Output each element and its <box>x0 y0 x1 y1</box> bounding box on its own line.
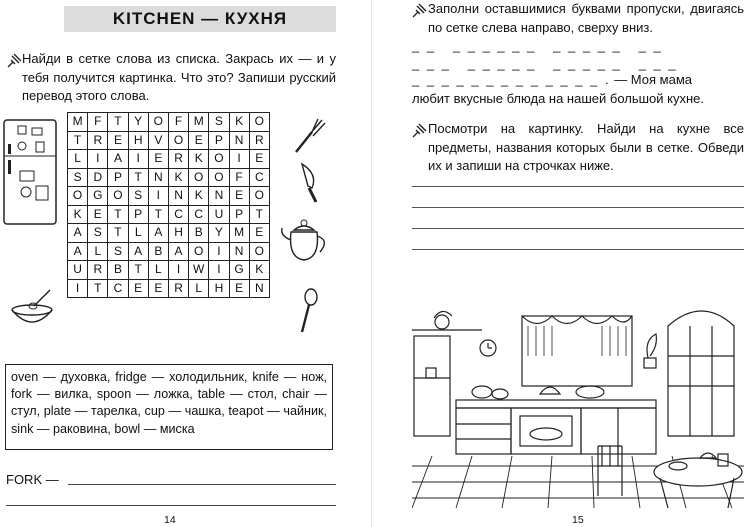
grid-cell[interactable]: M <box>189 113 209 132</box>
bowl-illustration <box>8 288 58 332</box>
grid-cell[interactable]: R <box>168 150 188 169</box>
grid-cell[interactable]: A <box>68 242 88 261</box>
grid-cell[interactable]: O <box>148 113 168 132</box>
grid-cell[interactable]: O <box>108 187 128 206</box>
grid-row <box>68 187 270 206</box>
answer-line[interactable] <box>6 505 336 506</box>
grid-cell[interactable]: N <box>229 242 249 261</box>
grid-cell[interactable]: B <box>108 261 128 280</box>
grid-cell[interactable]: I <box>68 279 88 298</box>
grid-cell[interactable]: H <box>168 224 188 243</box>
grid-cell[interactable]: H <box>128 131 148 150</box>
grid-row <box>68 205 270 224</box>
grid-cell[interactable]: M <box>229 224 249 243</box>
grid-cell[interactable]: N <box>168 187 188 206</box>
grid-cell[interactable]: U <box>68 261 88 280</box>
grid-cell[interactable]: O <box>209 150 229 169</box>
grid-cell[interactable]: C <box>249 168 269 187</box>
grid-cell[interactable]: T <box>249 205 269 224</box>
grid-cell[interactable]: E <box>249 150 269 169</box>
grid-cell[interactable]: E <box>108 131 128 150</box>
grid-cell[interactable]: G <box>229 261 249 280</box>
grid-cell[interactable]: I <box>128 150 148 169</box>
grid-cell[interactable]: R <box>168 279 188 298</box>
grid-cell[interactable]: E <box>229 187 249 206</box>
grid-row <box>68 113 270 132</box>
grid-cell[interactable]: N <box>209 187 229 206</box>
grid-cell[interactable]: E <box>249 224 269 243</box>
vocabulary-box: oven — духовка, fridge — холодильник, knife — нож, fork — вилка, spoon — ложка, table — стол, chair — стул, plate — тарелка, cup — чашка, teapot — чайник, sink — раковина, bowl — миска <box>5 364 333 450</box>
page-title: KITCHEN — КУХНЯ <box>64 6 336 32</box>
grid-cell[interactable]: W <box>189 261 209 280</box>
grid-cell[interactable]: O <box>209 168 229 187</box>
pushpin-icon <box>410 2 428 20</box>
grid-row <box>68 168 270 187</box>
grid-cell[interactable]: O <box>168 131 188 150</box>
grid-cell[interactable]: I <box>229 150 249 169</box>
grid-cell[interactable]: O <box>189 242 209 261</box>
grid-cell[interactable]: Y <box>128 113 148 132</box>
grid-cell[interactable]: P <box>209 131 229 150</box>
grid-cell[interactable]: T <box>148 205 168 224</box>
grid-cell[interactable]: O <box>68 187 88 206</box>
grid-row <box>68 242 270 261</box>
grid-cell[interactable]: E <box>229 279 249 298</box>
grid-cell[interactable]: T <box>128 261 148 280</box>
grid-cell[interactable]: L <box>189 279 209 298</box>
kitchen-illustration <box>412 296 744 508</box>
grid-cell[interactable]: E <box>148 150 168 169</box>
fridge-illustration <box>0 116 64 228</box>
word-search-grid <box>67 112 270 298</box>
sentence-end: любит вкусные блюда на нашей большой кухне. <box>412 91 705 106</box>
fork-illustration <box>292 116 328 156</box>
grid-cell[interactable]: B <box>189 224 209 243</box>
grid-cell[interactable]: T <box>68 131 88 150</box>
grid-cell[interactable]: R <box>88 261 108 280</box>
sentence-fragment: — Моя мама <box>614 72 692 87</box>
grid-cell[interactable]: L <box>148 261 168 280</box>
grid-cell[interactable]: K <box>68 205 88 224</box>
grid-cell[interactable]: E <box>189 131 209 150</box>
grid-cell[interactable]: N <box>249 279 269 298</box>
grid-cell[interactable]: B <box>148 242 168 261</box>
grid-cell[interactable]: K <box>168 168 188 187</box>
grid-cell[interactable]: S <box>108 242 128 261</box>
grid-cell[interactable]: I <box>148 187 168 206</box>
blank-line[interactable]: _ _ _ _ _ _ _ _ _ _ _ _ _ _ _ _ <box>412 56 678 71</box>
answer-line[interactable] <box>412 186 744 187</box>
grid-cell[interactable]: I <box>168 261 188 280</box>
grid-cell[interactable]: K <box>189 187 209 206</box>
blank-dashes[interactable]: _ _ _ _ _ _ _ _ _ _ _ _ _ . <box>412 72 611 87</box>
grid-cell[interactable]: E <box>88 205 108 224</box>
grid-cell[interactable]: P <box>229 205 249 224</box>
grid-cell[interactable]: C <box>189 205 209 224</box>
grid-cell[interactable]: I <box>209 261 229 280</box>
answer-line[interactable] <box>412 207 744 208</box>
grid-cell[interactable]: N <box>148 168 168 187</box>
grid-row <box>68 150 270 169</box>
grid-cell[interactable]: T <box>88 279 108 298</box>
grid-cell[interactable]: E <box>128 279 148 298</box>
fork-answer-label: FORK — <box>6 472 59 487</box>
answer-line[interactable] <box>412 249 744 250</box>
grid-cell[interactable]: R <box>88 131 108 150</box>
grid-cell[interactable]: I <box>209 242 229 261</box>
pushpin-icon <box>410 122 428 140</box>
grid-cell[interactable]: O <box>249 113 269 132</box>
grid-row <box>68 224 270 243</box>
pushpin-icon <box>5 52 23 70</box>
grid-cell[interactable]: A <box>108 150 128 169</box>
grid-cell[interactable]: K <box>249 261 269 280</box>
grid-cell[interactable]: P <box>108 168 128 187</box>
right-page <box>372 0 744 527</box>
page-number: 14 <box>164 514 176 526</box>
grid-cell[interactable]: S <box>68 168 88 187</box>
grid-cell[interactable]: E <box>148 279 168 298</box>
grid-cell[interactable]: A <box>128 242 148 261</box>
page-number: 15 <box>572 514 584 526</box>
grid-cell[interactable]: A <box>168 242 188 261</box>
grid-cell[interactable]: V <box>148 131 168 150</box>
grid-cell[interactable]: A <box>68 224 88 243</box>
grid-cell[interactable]: O <box>249 242 269 261</box>
task-find-words: Найди в сетке слова из списка. Закрась их — и у тебя получится картинка. Что это? Запиши русский перевод этого слова. <box>22 51 336 103</box>
grid-cell[interactable]: A <box>148 224 168 243</box>
task-find-in-picture: Посмотри на картинку. Найди на кухне все предметы, названия которых были в сетке. Обведи их и запиши на строчках ниже. <box>428 121 744 173</box>
blank-line-with-text <box>412 72 692 87</box>
grid-cell[interactable]: D <box>88 168 108 187</box>
grid-cell[interactable]: Y <box>209 224 229 243</box>
grid-cell[interactable]: T <box>108 113 128 132</box>
grid-cell[interactable]: L <box>68 150 88 169</box>
grid-cell[interactable]: L <box>88 242 108 261</box>
grid-cell[interactable]: K <box>229 113 249 132</box>
grid-cell[interactable]: O <box>189 168 209 187</box>
grid-cell[interactable]: R <box>249 131 269 150</box>
grid-cell[interactable]: C <box>168 205 188 224</box>
teapot-illustration <box>278 218 334 266</box>
grid-row <box>68 261 270 280</box>
grid-cell[interactable]: T <box>108 224 128 243</box>
grid-cell[interactable]: L <box>128 224 148 243</box>
answer-line[interactable] <box>68 484 336 485</box>
grid-cell[interactable]: G <box>88 187 108 206</box>
grid-cell[interactable]: F <box>168 113 188 132</box>
spoon-illustration <box>296 288 322 336</box>
grid-cell[interactable]: T <box>128 168 148 187</box>
grid-cell[interactable]: S <box>128 187 148 206</box>
grid-row <box>68 131 270 150</box>
grid-cell[interactable]: S <box>88 224 108 243</box>
grid-cell[interactable]: O <box>249 187 269 206</box>
grid-cell[interactable]: K <box>189 150 209 169</box>
grid-cell[interactable]: N <box>229 131 249 150</box>
task-fill-blanks: Заполни оставшимися буквами пропуски, двигаясь по сетке слева направо, сверху вниз. <box>428 1 744 35</box>
grid-cell[interactable]: C <box>108 279 128 298</box>
grid-cell[interactable]: S <box>209 113 229 132</box>
knife-illustration <box>296 160 326 206</box>
grid-cell[interactable]: P <box>128 205 148 224</box>
grid-cell[interactable]: T <box>108 205 128 224</box>
grid-cell[interactable]: H <box>209 279 229 298</box>
grid-cell[interactable]: F <box>229 168 249 187</box>
grid-row <box>68 279 270 298</box>
grid-cell[interactable]: F <box>88 113 108 132</box>
grid-cell[interactable]: I <box>88 150 108 169</box>
grid-cell[interactable]: U <box>209 205 229 224</box>
blank-line[interactable]: _ _ _ _ _ _ _ _ _ _ _ _ _ _ _ <box>412 38 663 53</box>
grid-cell[interactable]: M <box>68 113 88 132</box>
answer-line[interactable] <box>412 228 744 229</box>
